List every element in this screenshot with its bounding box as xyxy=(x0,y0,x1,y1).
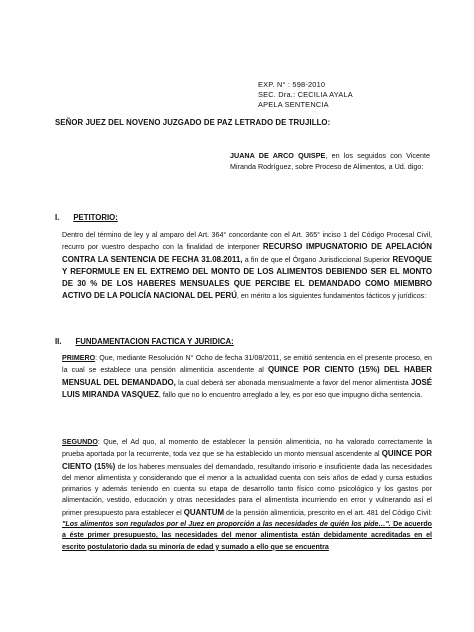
petitorio-paragraph xyxy=(62,230,432,303)
segundo-underlined: De acuerdo a éste primer presupuesto, las necesidades del menor alimentista están debidamente acreditadas en el escrito postulatorio dada su minoría de edad y sumado a ello que se encuentra xyxy=(62,520,432,551)
primero-bold-1: QUINCE POR CIENTO (15%) DEL HABER MENSUAL DEL DEMANDADO, xyxy=(62,365,432,387)
intro-paragraph xyxy=(230,150,430,172)
segundo-bold-2: QUANTUM xyxy=(183,507,225,517)
segundo-quote: "Los alimentos son regulados por el Juez en proporción a las necesidades de quién los pide…". xyxy=(62,520,391,529)
segundo-text-3: de la pensión alimenticia, prescrito en el art. 481 del Código Civil: xyxy=(224,508,432,517)
section-petitorio-heading xyxy=(55,213,118,222)
section-number: I. xyxy=(55,213,60,222)
primero-bold-2: JOSÉ LUIS MIRANDA VASQUEZ xyxy=(62,377,432,399)
petitorio-text-2: a fin de que el Órgano Jurisdiccional Superior xyxy=(242,255,393,264)
case-number: EXP. N° : 598-2010 xyxy=(258,80,326,89)
secretary: SEC. Dra.: CECILIA AYALA xyxy=(258,90,353,99)
petitorio-bold-2: REVOQUE Y REFORMULE EN EL EXTREMO DEL MONTO DE LOS ALIMENTOS DEBIENDO SER EL MONTO DE 30 % DE LOS HABERES MENSUALES QUE PERCIBE EL DEMANDADO COMO MIEMBRO ACTIVO DE LA POLICÍA NACIONAL DEL PERÚ xyxy=(62,254,432,301)
petitorio-bold-1: RECURSO IMPUGNATORIO DE APELACIÓN CONTRA LA SENTENCIA DE FECHA 31.08.2011, xyxy=(62,242,432,264)
primero-label: PRIMERO xyxy=(62,354,96,362)
primero-paragraph xyxy=(62,353,432,401)
petitorio-text-1: Dentro del término de ley y al amparo del Art. 364° concordante con el Art. 365° inciso 1 del Código Procesal Civil, recurro por vuestro despacho con la finalidad de interponer xyxy=(62,231,432,252)
primero-text-2: la cual deberá ser abonada mensualmente a favor del menor alimentista xyxy=(175,378,411,387)
intro-text: , en los seguidos con Vicente Miranda Rodríguez, sobre Proceso de Alimentos, a Ud. digo: xyxy=(230,151,430,171)
segundo-bold-1: QUINCE POR CIENTO (15%) xyxy=(62,449,432,471)
section-title: FUNDAMENTACION FACTICA Y JURIDICA: xyxy=(75,337,234,346)
primero-text-3: , fallo que no lo encuentro arreglado a ley, es por eso que impugno dicha sentencia. xyxy=(158,390,423,399)
segundo-text-2: de los haberes mensuales del demandado, resultando irrisorio e insuficiente dada las necesidades del menor alimentista y considerando que el menor a la actualidad cuenta con seis años de edad y cursa estudios primarios y además teniendo en cuenta su etapa de desarrollo tanto físico como psicológico y los gastos por alimentación, vestido, educación y otras necesidades para el alimentista incurriendo en error y vulnerando así el primer presupuesto para establecer el xyxy=(62,462,432,517)
petitorio-text-3: , en mérito a los siguientes fundamentos fácticos y jurídicos: xyxy=(236,292,427,301)
primero-text-1: : Que, mediante Resolución N° Ocho de fecha 31/08/2011, se emitió sentencia en el presente proceso, en la cual se establece una pensión alimenticia ascendente al xyxy=(62,354,432,375)
addressee: SEÑOR JUEZ DEL NOVENO JUZGADO DE PAZ LETRADO DE TRUJILLO: xyxy=(55,118,331,127)
segundo-paragraph xyxy=(62,437,432,553)
plaintiff-name: JUANA DE ARCO QUISPE xyxy=(230,151,326,160)
motion-title: APELA SENTENCIA xyxy=(258,100,329,109)
segundo-label: SEGUNDO xyxy=(62,438,98,446)
case-header xyxy=(258,80,353,110)
section-number: II. xyxy=(55,337,62,346)
segundo-text-1: : Que, el Ad quo, al momento de establecer la pensión alimenticia, no ha valorado correctamente la prueba aportada por la recurrente, toda vez que se ha establecido un monto mensual ascendente al xyxy=(62,438,432,459)
section-title: PETITORIO: xyxy=(73,213,118,222)
section-fundamentacion-heading xyxy=(55,337,234,346)
